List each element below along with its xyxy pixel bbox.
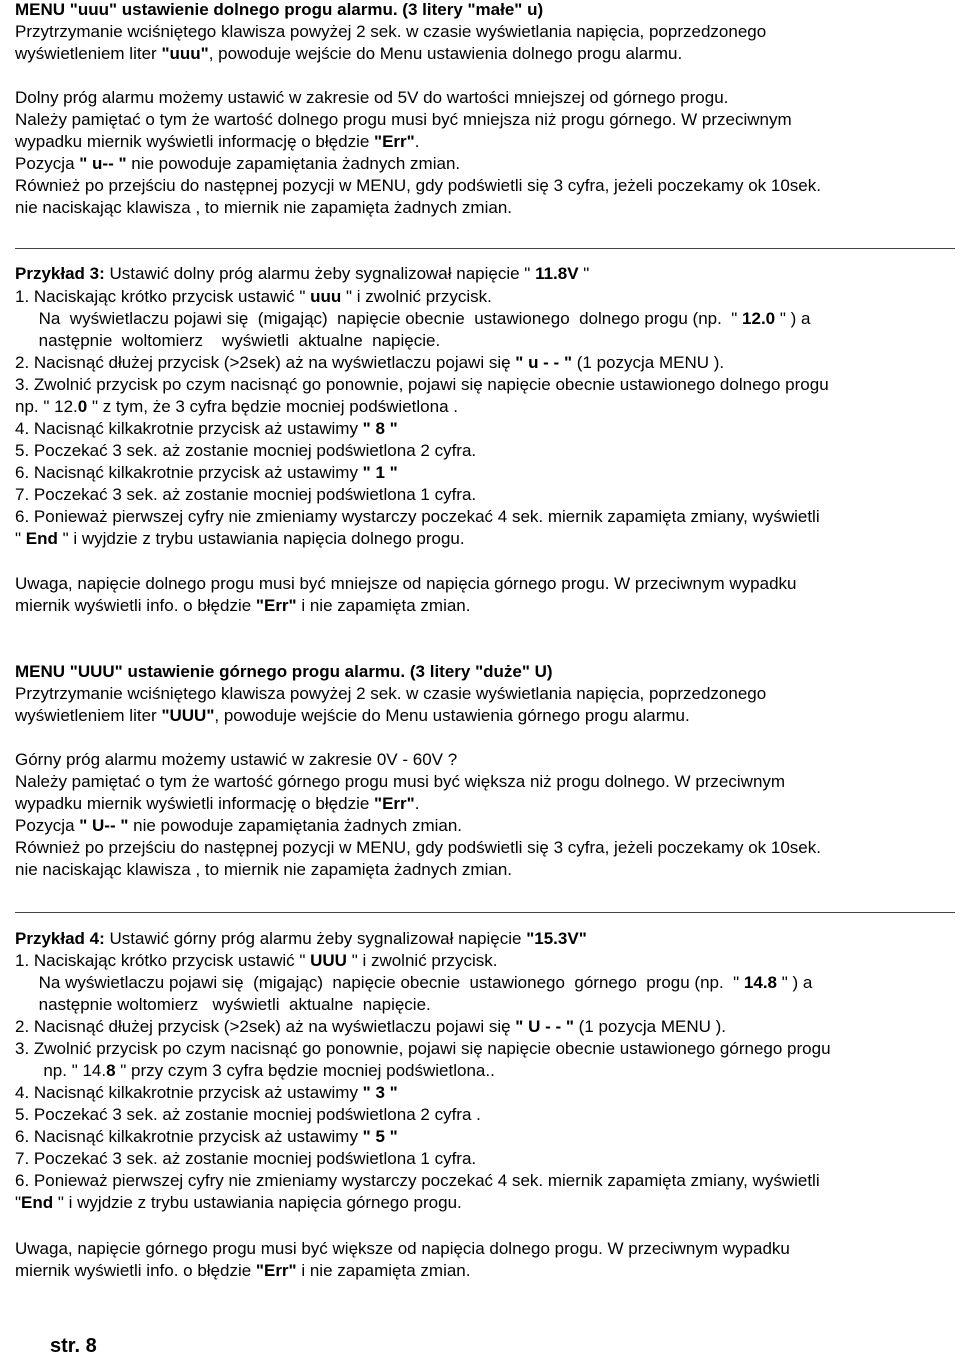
paragraph-line: Dolny próg alarmu możemy ustawić w zakresie od 5V do wartości mniejszej od górnego progu. [15, 88, 729, 107]
step-line: 7. Poczekać 3 sek. aż zostanie mocniej podświetlona 1 cyfra. [15, 1149, 477, 1168]
step-line: 6. Nacisnąć kilkakrotnie przycisk aż ustawimy " 5 " [15, 1127, 398, 1146]
page-number: str. 8 [50, 1335, 97, 1357]
paragraph-line: Przytrzymanie wciśniętego klawisza powyżej 2 sek. w czasie wyświetlania napięcia, poprzedzonego [15, 684, 767, 703]
warning-line: miernik wyświetli info. o błędzie "Err" i nie zapamięta zmian. [15, 1261, 471, 1280]
paragraph-line: Należy pamiętać o tym że wartość górnego progu musi być większa niż progu dolnego. W przeciwnym [15, 772, 786, 791]
divider [15, 248, 955, 249]
divider [15, 912, 955, 913]
paragraph-line: Pozycja " u-- " nie powoduje zapamiętania żadnych zmian. [15, 154, 461, 173]
warning-line: Uwaga, napięcie górnego progu musi być większe od napięcia dolnego progu. W przeciwnym wypadku [15, 1239, 790, 1258]
paragraph-line: nie naciskając klawisza , to miernik nie zapamięta żadnych zmian. [15, 198, 513, 217]
step-line: 1. Naciskając krótko przycisk ustawić " UUU " i zwolnić przycisk. [15, 951, 498, 970]
example-heading: Przykład 3: Ustawić dolny próg alarmu żeby sygnalizował napięcie " 11.8V " [15, 264, 590, 283]
paragraph-line: Również po przejściu do następnej pozycji w MENU, gdy podświetli się 3 cyfra, jeżeli poczekamy ok 10sek. [15, 176, 821, 195]
step-line: 5. Poczekać 3 sek. aż zostanie mocniej podświetlona 2 cyfra . [15, 1105, 481, 1124]
step-line: 3. Zwolnić przycisk po czym nacisnąć go ponownie, pojawi się napięcie obecnie ustawionego dolnego progu [15, 375, 829, 394]
step-line: 6. Ponieważ pierwszej cyfry nie zmieniamy wystarczy poczekać 4 sek. miernik zapamięta zmiany, wyświetli [15, 507, 820, 526]
paragraph-line: wyświetleniem liter "uuu", powoduje wejście do Menu ustawienia dolnego progu alarmu. [15, 44, 683, 63]
step-line: 2. Nacisnąć dłużej przycisk (>2sek) aż na wyświetlaczu pojawi się " U - - " (1 pozycja MENU ). [15, 1017, 726, 1036]
step-line: Na wyświetlaczu pojawi się (migając) napięcie obecnie ustawionego górnego progu (np. " 14.8 " ) a [15, 973, 813, 992]
paragraph-line: wyświetleniem liter "UUU", powoduje wejście do Menu ustawienia górnego progu alarmu. [15, 706, 690, 725]
step-line: 7. Poczekać 3 sek. aż zostanie mocniej podświetlona 1 cyfra. [15, 485, 477, 504]
step-line: np. " 14.8 " przy czym 3 cyfra będzie mocniej podświetlona.. [15, 1061, 495, 1080]
paragraph-line: wypadku miernik wyświetli informację o błędzie "Err". [15, 132, 420, 151]
paragraph-line: wypadku miernik wyświetli informację o błędzie "Err". [15, 794, 420, 813]
step-line: np. " 12.0 " z tym, że 3 cyfra będzie mocniej podświetlona . [15, 397, 458, 416]
step-line: 1. Naciskając krótko przycisk ustawić " uuu " i zwolnić przycisk. [15, 287, 492, 306]
step-line: 4. Nacisnąć kilkakrotnie przycisk aż ustawimy " 3 " [15, 1083, 398, 1102]
step-line: 5. Poczekać 3 sek. aż zostanie mocniej podświetlona 2 cyfra. [15, 441, 477, 460]
section-title-lower-threshold: MENU "uuu" ustawienie dolnego progu alarmu. (3 litery "małe" u) [15, 0, 544, 19]
paragraph-line: Należy pamiętać o tym że wartość dolnego progu musi być mniejsza niż progu górnego. W przeciwnym [15, 110, 792, 129]
step-line: 6. Ponieważ pierwszej cyfry nie zmieniamy wystarczy poczekać 4 sek. miernik zapamięta zmiany, wyświetli [15, 1171, 820, 1190]
paragraph-line: Również po przejściu do następnej pozycji w MENU, gdy podświetli się 3 cyfra, jeżeli poczekamy ok 10sek. [15, 838, 821, 857]
step-line: następnie woltomierz wyświetli aktualne napięcie. [15, 331, 441, 350]
step-line: 6. Nacisnąć kilkakrotnie przycisk aż ustawimy " 1 " [15, 463, 398, 482]
paragraph-line: Górny próg alarmu możemy ustawić w zakresie 0V - 60V ? [15, 750, 458, 769]
example-heading: Przykład 4: Ustawić górny próg alarmu żeby sygnalizował napięcie "15.3V" [15, 929, 587, 948]
step-line: 4. Nacisnąć kilkakrotnie przycisk aż ustawimy " 8 " [15, 419, 398, 438]
section-title-upper-threshold: MENU "UUU" ustawienie górnego progu alarmu. (3 litery "duże" U) [15, 662, 553, 681]
step-line: 3. Zwolnić przycisk po czym nacisnąć go ponownie, pojawi się napięcie obecnie ustawionego górnego progu [15, 1039, 831, 1058]
warning-line: miernik wyświetli info. o błędzie "Err" i nie zapamięta zmian. [15, 596, 471, 615]
step-line: " End " i wyjdzie z trybu ustawiania napięcia dolnego progu. [15, 529, 465, 548]
step-line: następnie woltomierz wyświetli aktualne napięcie. [15, 995, 431, 1014]
warning-line: Uwaga, napięcie dolnego progu musi być mniejsze od napięcia górnego progu. W przeciwnym wypadku [15, 574, 797, 593]
step-line: "End " i wyjdzie z trybu ustawiania napięcia górnego progu. [15, 1193, 462, 1212]
paragraph-line: nie naciskając klawisza , to miernik nie zapamięta żadnych zmian. [15, 860, 513, 879]
paragraph-line: Pozycja " U-- " nie powoduje zapamiętania żadnych zmian. [15, 816, 463, 835]
step-line: Na wyświetlaczu pojawi się (migając) napięcie obecnie ustawionego dolnego progu (np. " 12.0 " ) a [15, 309, 811, 328]
step-line: 2. Nacisnąć dłużej przycisk (>2sek) aż na wyświetlaczu pojawi się " u - - " (1 pozycja MENU ). [15, 353, 725, 372]
paragraph-line: Przytrzymanie wciśniętego klawisza powyżej 2 sek. w czasie wyświetlania napięcia, poprzedzonego [15, 22, 767, 41]
